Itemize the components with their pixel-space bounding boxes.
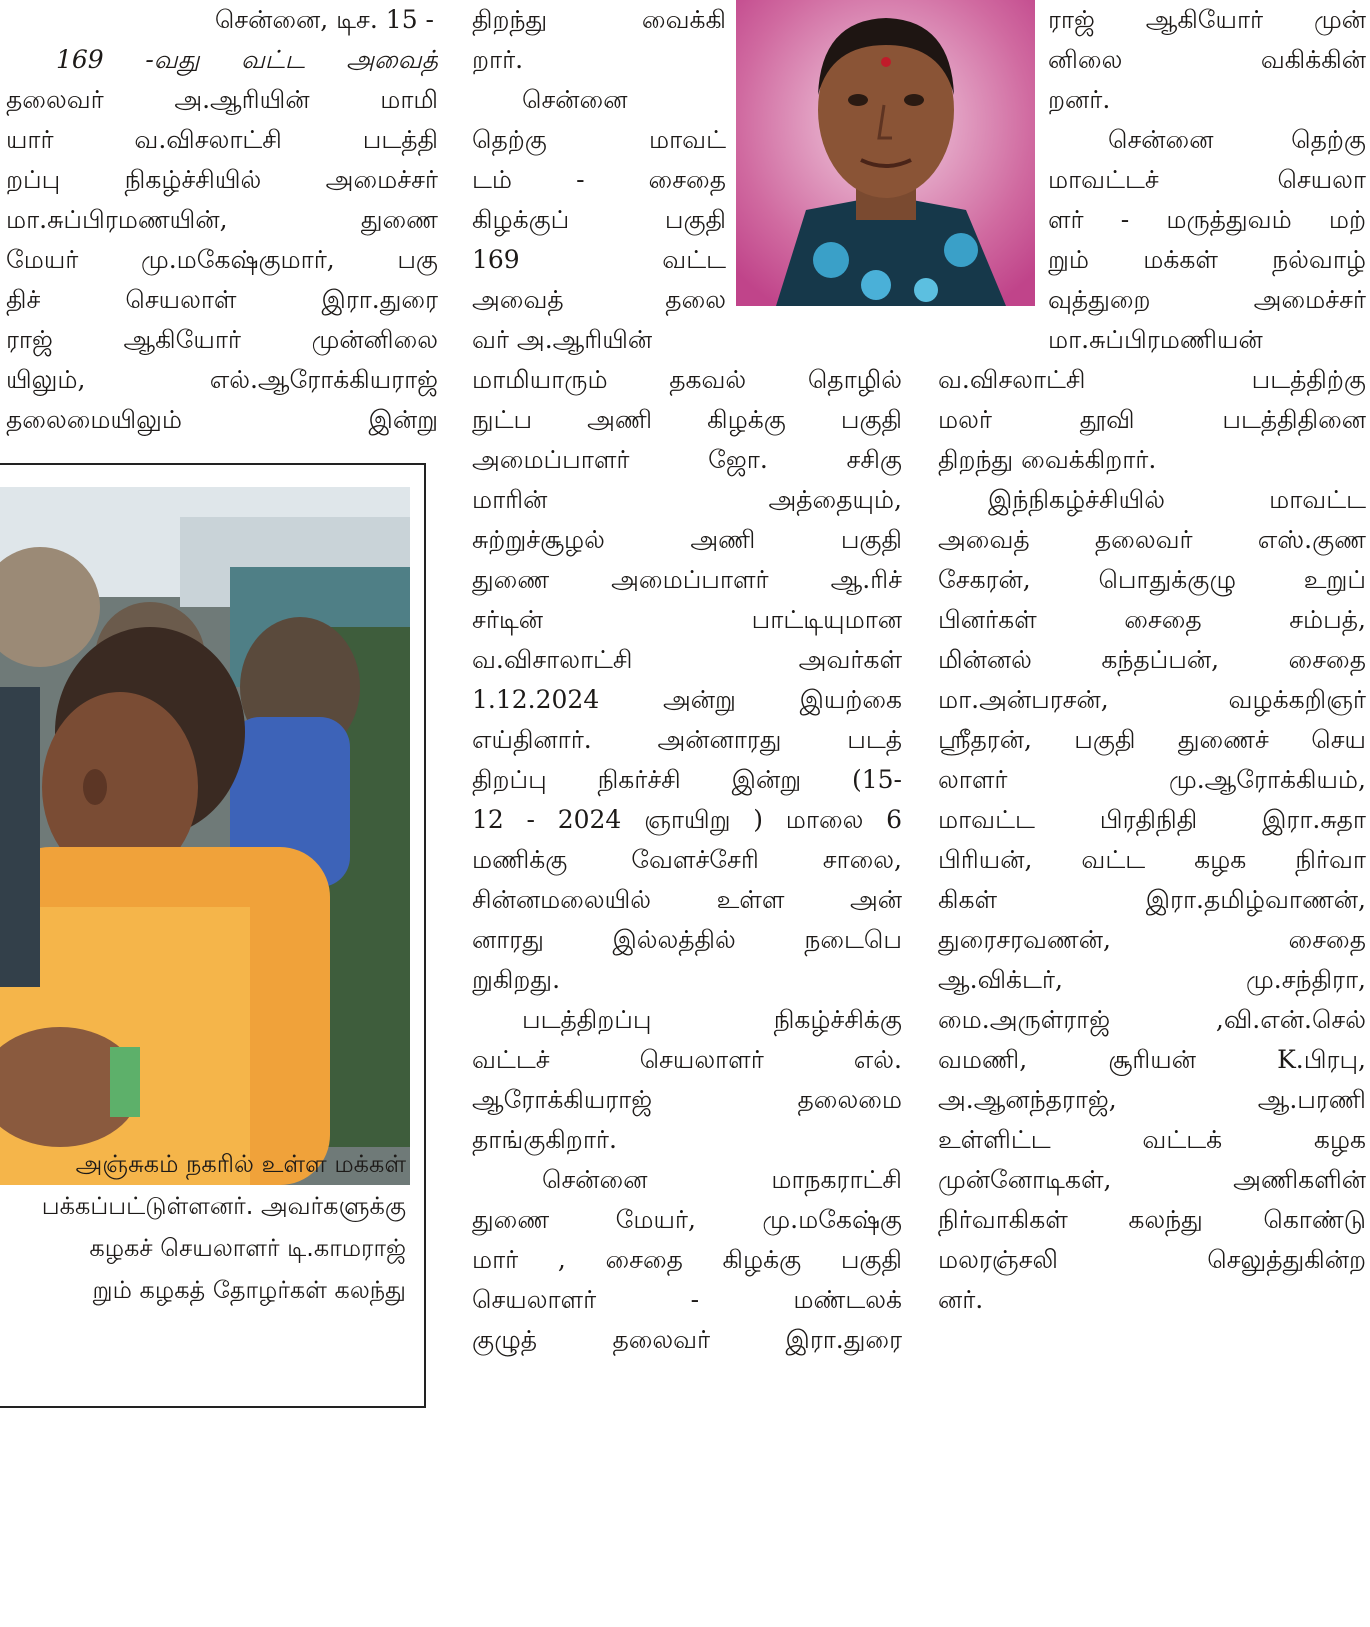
text-line: கிகள் இரா.தமிழ்வாணன், [938,885,1366,914]
text-line: வர் அ.ஆரியின் [472,325,653,354]
text-line: றுகிறது. [472,965,561,994]
text-line: வட்டச் செயலாளர் எல். [472,1045,902,1074]
text-line: சென்னை தெற்கு [1108,125,1366,154]
text-line: தலைமையிலும் இன்று [6,405,438,434]
text-line: மார் , சைதை கிழக்கு பகுதி [472,1245,902,1274]
caption-line: அஞ்சுகம் நகரில் உள்ள மக்கள் [75,1150,406,1178]
text-line: சென்னை [522,85,628,114]
text-line: ராஜ் ஆகியோர் முன் [1048,5,1366,34]
text-line: யார் வ.விசலாட்சி படத்தி [6,125,438,154]
photo-caption [0,1143,410,1311]
text-line: ஆரோக்கியராஜ் தலைமை [472,1085,902,1114]
text-line: னர். [938,1285,984,1314]
text-line: டம் - சைதை [472,165,726,194]
caption-line: பக்கப்பட்டுள்ளனர். அவர்களுக்கு [41,1192,406,1220]
caption-line: றும் கழகத் தோழர்கள் கலந்து [92,1276,406,1304]
text-line: 169 -வது வட்ட அவைத் [56,45,438,74]
text-line: வ.விசாலாட்சி அவர்கள் [472,645,902,674]
text-line: றார். [472,45,524,74]
text-line: மாவட்ட பிரதிநிதி இரா.சுதா [938,805,1366,834]
text-line: 12 - 2024 ஞாயிறு ) மாலை 6 [472,805,902,834]
text-line: மா.சுப்பிரமணயின், துணை [6,205,438,234]
text-line: மலர் தூவி படத்திதினை [938,405,1366,434]
text-line: மா.சுப்பிரமணியன் [1048,325,1263,354]
text-line: அமைப்பாளர் ஜோ. சசிகு [472,445,902,474]
text-line: துணை மேயர், மு.மகேஷ்கு [472,1205,902,1234]
article-column-3 [938,0,1366,1320]
text-line: அ.ஆனந்தராஜ், ஆ.பரணி [938,1085,1366,1114]
article-column-1 [6,0,438,440]
text-line: றப்பு நிகழ்ச்சியில் அமைச்சர் [6,165,438,194]
text-line: றனர். [1048,85,1111,114]
text-line: வ.விசலாட்சி படத்திற்கு [938,365,1366,394]
text-line: யிலும், எல்.ஆரோக்கியராஜ் [6,365,438,394]
text-line: படத்திறப்பு நிகழ்ச்சிக்கு [522,1005,902,1034]
text-line: சின்னமலையில் உள்ள அன் [472,885,902,914]
text-line: கிழக்குப் பகுதி [472,205,726,234]
text-line: உள்ளிட்ட வட்டக் கழக [938,1125,1366,1154]
text-line: சர்டின் பாட்டியுமான [472,605,902,634]
text-line: சேகரன், பொதுக்குழு உறுப் [938,565,1366,594]
news-photo [0,487,410,1627]
text-line: மாவட்டச் செயலா [1048,165,1366,194]
text-line: குழுத் தலைவர் இரா.துரை [472,1325,902,1354]
text-line: அவைத் தலைவர் எஸ்.குண [938,525,1366,554]
text-line: மாரின் அத்தையும், [472,485,902,514]
text-line: மை.அருள்ராஜ் ,வி.என்.செல் [938,1005,1366,1034]
text-line: திறந்து வைக்கி [472,5,726,34]
text-line: சென்னை மாநகராட்சி [542,1165,902,1194]
dateline: சென்னை, டிச. 15 - [214,5,434,34]
text-line: னிலை வகிக்கின் [1048,45,1366,74]
text-line: இந்நிகழ்ச்சியில் மாவட்ட [988,485,1366,514]
text-line: திறப்பு நிகர்ச்சி இன்று (15- [472,765,902,794]
text-line: மின்னல் கந்தப்பன், சைதை [938,645,1366,674]
text-line: அவைத் தலை [472,285,726,314]
text-line: ளர் - மருத்துவம் மற் [1048,205,1366,234]
text-line: துரைசரவணன், சைதை [938,925,1366,954]
text-line: மணிக்கு வேளச்சேரி சாலை, [472,845,902,874]
text-line: சுற்றுச்சூழல் அணி பகுதி [472,525,902,554]
text-line: 169 வட்ட [472,245,726,274]
text-line: 1.12.2024 அன்று இயற்கை [472,685,902,714]
text-line: றும் மக்கள் நல்வாழ் [1048,245,1366,274]
text-line: மேயர் மு.மகேஷ்குமார், பகு [6,245,438,274]
crowd-photo-illustration [0,487,410,1185]
text-line: பிரியன், வட்ட கழக நிர்வா [938,845,1366,874]
text-line: எய்தினார். அன்னாரது படத் [472,725,902,754]
text-line: முன்னோடிகள், அணிகளின் [938,1165,1366,1194]
text-line: மா.அன்பரசன், வழக்கறிஞர் [938,685,1366,714]
text-line: வுத்துறை அமைச்சர் [1048,285,1366,314]
text-line: ஸ்ரீதரன், பகுதி துணைச் செய [938,725,1366,754]
text-line: மாமியாரும் தகவல் தொழில் [472,365,902,394]
text-line: நிர்வாகிகள் கலந்து கொண்டு [938,1205,1366,1234]
text-line: வமணி, சூரியன் K.பிரபு, [938,1045,1366,1074]
text-line: தாங்குகிறார். [472,1125,617,1154]
text-line: மலரஞ்சலி செலுத்துகின்ற [938,1245,1366,1274]
article-column-2 [472,0,902,1360]
caption-line: கழகச் செயலாளர் டி.காமராஜ் [89,1234,406,1262]
text-line: துணை அமைப்பாளர் ஆ.ரிச் [472,565,902,594]
text-line: திறந்து வைக்கிறார். [938,445,1157,474]
text-line: லாளர் மு.ஆரோக்கியம், [938,765,1366,794]
text-line: ஆ.விக்டர், மு.சந்திரா, [938,965,1366,994]
text-line: செயலாளர் - மண்டலக் [472,1285,902,1314]
text-line: தெற்கு மாவட் [472,125,726,154]
text-line: தலைவர் அ.ஆரியின் மாமி [6,85,438,114]
text-line: பினர்கள் சைதை சம்பத், [938,605,1366,634]
text-line: னாரது இல்லத்தில் நடைபெ [472,925,902,954]
text-line: திச் செயலாள் இரா.துரை [6,285,438,314]
text-line: ராஜ் ஆகியோர் முன்னிலை [6,325,438,354]
text-line: நுட்ப அணி கிழக்கு பகுதி [472,405,902,434]
